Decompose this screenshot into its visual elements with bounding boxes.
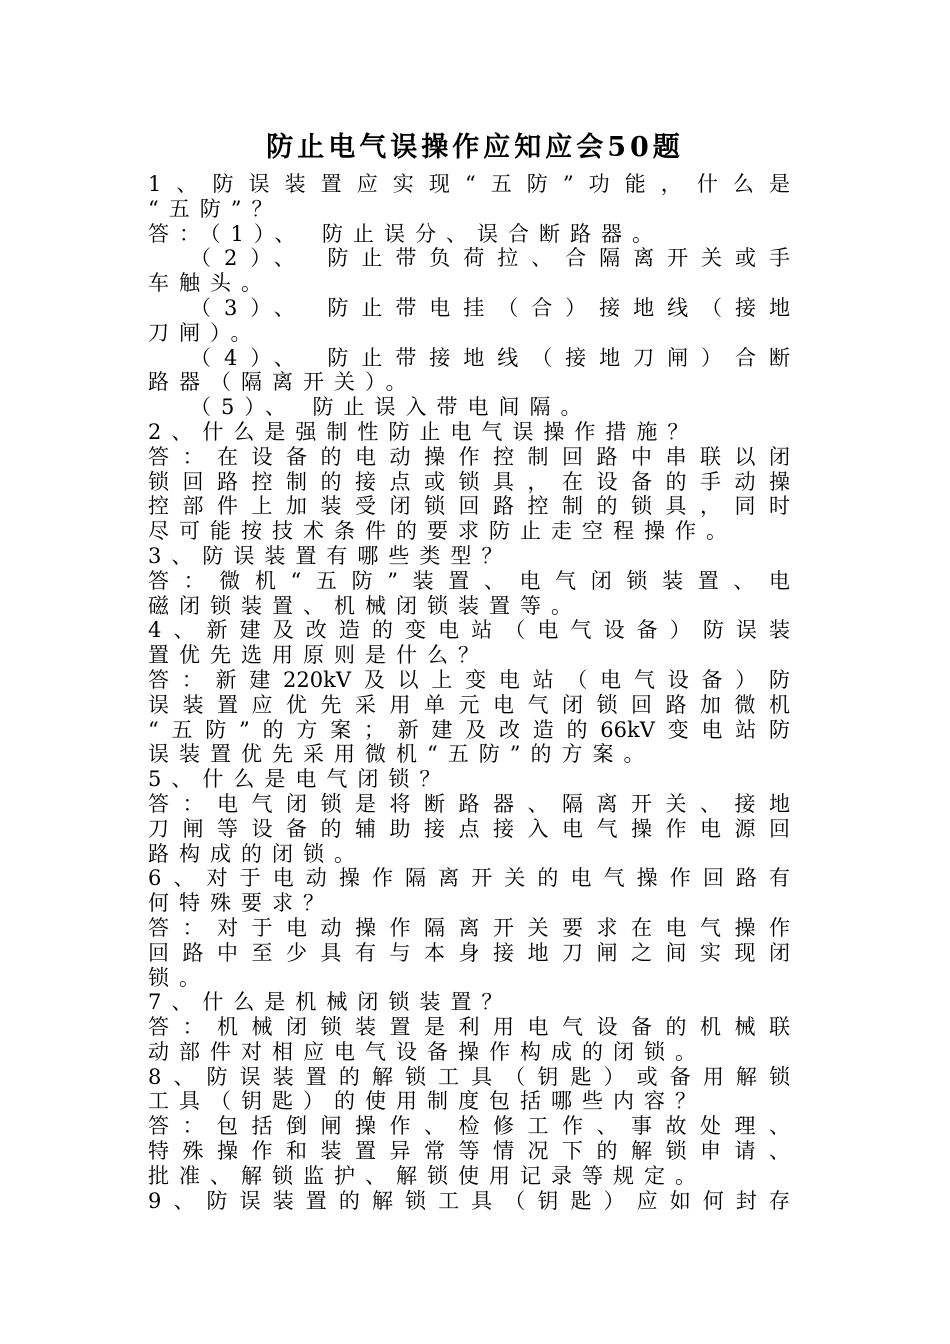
text-line: 5、什么是电气闭锁？ bbox=[148, 767, 451, 792]
text-line: 6、对于电动操作隔离开关的电气操作回路有 bbox=[148, 866, 790, 891]
text-line: 9、防误装置的解锁工具（钥匙）应如何封存 bbox=[148, 1188, 790, 1213]
text-line: 刀闸）。 bbox=[148, 320, 262, 345]
text-line: “五防”的方案；新建及改造的66kV变电站防 bbox=[148, 717, 790, 742]
document-body bbox=[148, 172, 790, 1213]
text-line: （5）、 防止误入带电间隔。 bbox=[190, 395, 592, 420]
text-line: 答：新建220kV及以上变电站（电气设备）防 bbox=[148, 667, 790, 692]
text-line: 答：机械闭锁装置是利用电气设备的机械联 bbox=[148, 1015, 790, 1040]
text-line: 工具（钥匙）的使用制度包括哪些内容？ bbox=[148, 1089, 706, 1114]
text-line: 刀闸等设备的辅助接点接入电气操作电源回 bbox=[148, 816, 790, 841]
text-line: 路构成的闭锁。 bbox=[148, 841, 365, 866]
text-line: 尽可能按技术条件的要求防止走空程操作。 bbox=[148, 519, 737, 544]
text-line: 批准、解锁监护、解锁使用记录等规定。 bbox=[148, 1163, 706, 1188]
text-line: 4、新建及改造的变电站（电气设备）防误装 bbox=[148, 618, 790, 643]
text-line: 特殊操作和装置异常等情况下的解锁申请、 bbox=[148, 1139, 790, 1164]
text-line: 答：对于电动操作隔离开关要求在电气操作 bbox=[148, 915, 790, 940]
text-line: 动部件对相应电气设备操作构成的闭锁。 bbox=[148, 1039, 706, 1064]
text-line: 锁回路控制的接点或锁具，在设备的手动操 bbox=[148, 469, 790, 494]
text-line: 答：电气闭锁是将断路器、隔离开关、接地 bbox=[148, 791, 790, 816]
text-line: 车触头。 bbox=[148, 271, 272, 296]
text-line: 路器（隔离开关）。 bbox=[148, 370, 417, 395]
text-line: 答：微机“五防”装置、电气闭锁装置、电 bbox=[148, 568, 790, 593]
text-line: 何特殊要求？ bbox=[148, 891, 334, 916]
text-line: “五防”？ bbox=[148, 196, 283, 221]
text-line: 误装置优先采用微机“五防”的方案。 bbox=[148, 742, 655, 767]
text-line: 控部件上加装受闭锁回路控制的锁具，同时 bbox=[148, 494, 790, 519]
text-line: 误装置应优先采用单元电气闭锁回路加微机 bbox=[148, 692, 790, 717]
text-line: 8、防误装置的解锁工具（钥匙）或备用解锁 bbox=[148, 1064, 790, 1089]
text-line: 1、防误装置应实现“五防”功能，什么是 bbox=[148, 172, 790, 196]
text-line: 答：包括倒闸操作、检修工作、事故处理、 bbox=[148, 1114, 790, 1139]
text-line: 磁闭锁装置、机械闭锁装置等。 bbox=[148, 593, 582, 618]
text-line: （2）、 防止带负荷拉、合隔离开关或手 bbox=[190, 246, 790, 271]
text-line: 回路中至少具有与本身接地刀闸之间实现闭 bbox=[148, 940, 790, 965]
text-line: 答：（1）、 防止误分、误合断路器。 bbox=[148, 221, 664, 246]
document-title: 防止电气误操作应知应会50题 bbox=[266, 132, 684, 163]
text-line: 置优先选用原则是什么？ bbox=[148, 643, 489, 668]
text-line: （3）、 防止带电挂（合）接地线（接地 bbox=[190, 295, 790, 320]
text-line: 答：在设备的电动操作控制回路中串联以闭 bbox=[148, 444, 790, 469]
text-line: 3、防误装置有哪些类型？ bbox=[148, 543, 513, 568]
text-line: 锁。 bbox=[148, 965, 210, 990]
text-line: 7、什么是机械闭锁装置？ bbox=[148, 990, 513, 1015]
text-line: 2、什么是强制性防止电气误操作措施？ bbox=[148, 419, 699, 444]
text-line: （4）、 防止带接地线（接地刀闸）合断 bbox=[190, 345, 790, 370]
